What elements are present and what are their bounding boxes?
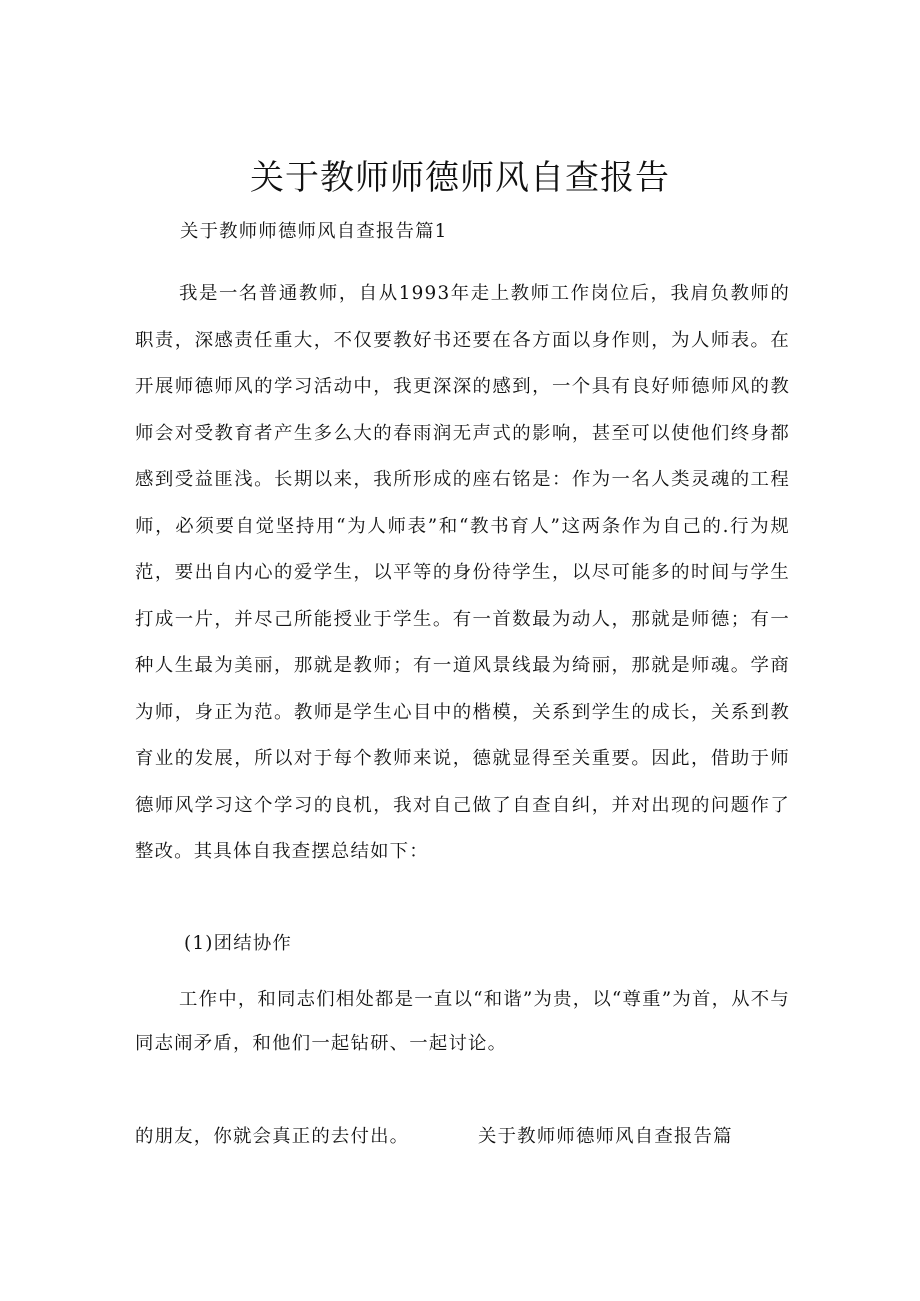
paragraph-1: 我是一名普通教师，自从1993年走上教师工作岗位后，我肩负教师的职责，深感责任重大，不仅要教好书还要在各方面以身作则，为人师表。在开展师德师风的学习活动中，我更深深的感到，一个具有良好师德师风的教师会对受教育者产生多么大的春雨润无声式的影响，甚至可以使他们终身都感到受益匪浅。长期以来，我所形成的座右铭是：作为一名人类灵魂的工程师，必须要自觉坚持用“为人师表”和“教书育人”这两条作为自己的.行为规范，要出自内心的爱学生，以平等的身份待学生，以尽可能多的时间与学生打成一片，并尽己所能授业于学生。有一首数最为动人，那就是师德；有一种人生最为美丽，那就是教师；有一道风景线最为绮丽，那就是师魂。学商为师，身正为范。教师是学生心目中的楷模，关系到学生的成长，关系到教育业的发展，所以对于每个教师来说，德就显得至关重要。因此，借助于师德师风学习这个学习的良机，我对自己做了自查自纠，并对出现的问题作了整改。其具体自我查摆总结如下： [135, 283, 790, 862]
text-fragment-left: 的朋友，你就会真正的去付出。 [135, 1126, 410, 1147]
document-title: 关于教师师德师风自查报告 [250, 158, 670, 198]
document-subtitle: 关于教师师德师风自查报告篇1 [180, 221, 448, 242]
text-fragment-right: 关于教师师德师风自查报告篇 [478, 1126, 733, 1147]
section-heading: (1)团结协作 [184, 933, 293, 954]
paragraph-2: 工作中，和同志们相处都是一直以“和谐”为贵，以“尊重”为首，从不与同志闹矛盾，和他们一起钻研、一起讨论。 [135, 989, 790, 1054]
